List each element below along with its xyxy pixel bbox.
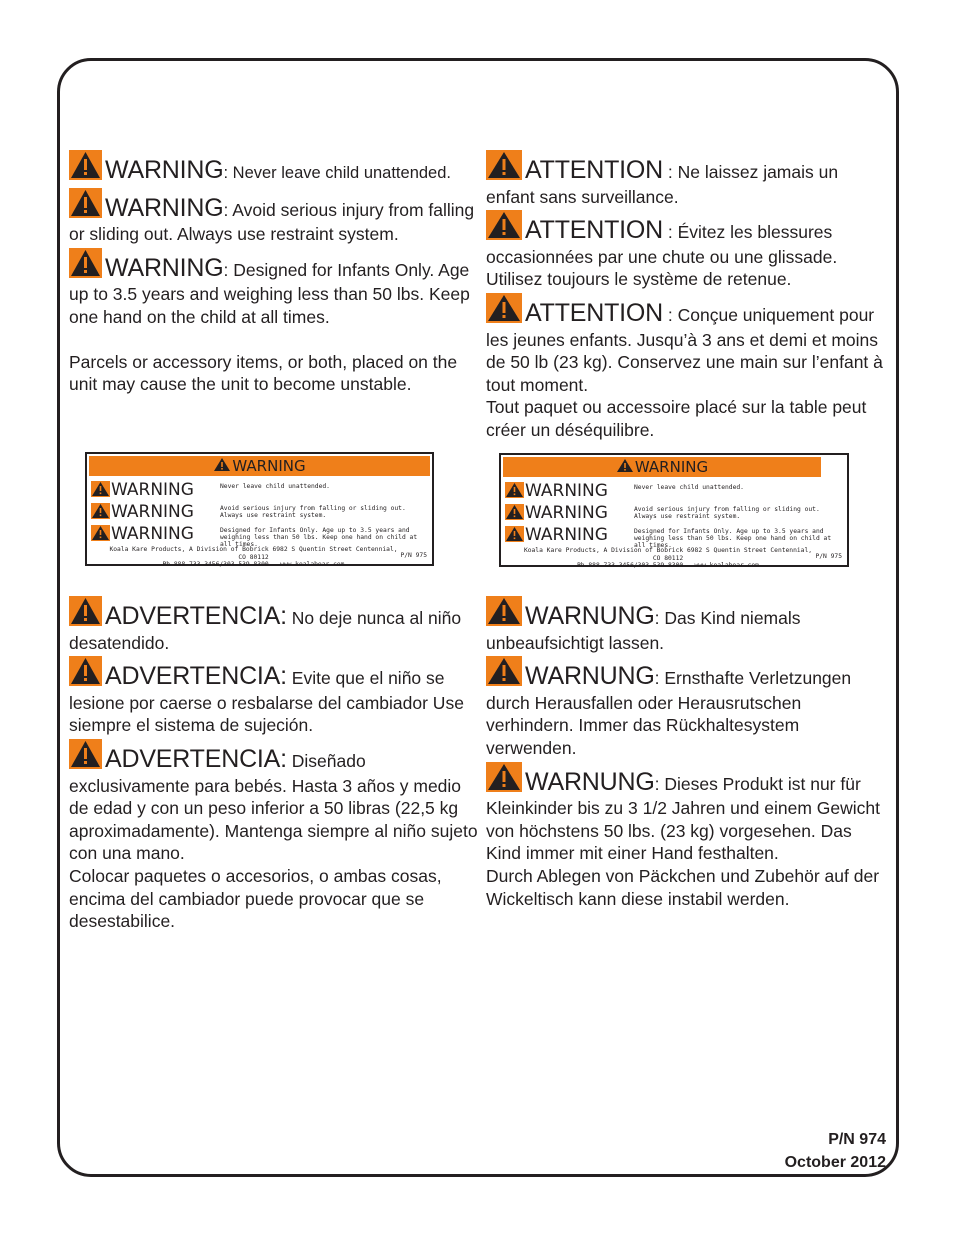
label-company-info — [105, 546, 402, 569]
stability-note: Durch Ablegen von Päckchen und Zubehör auf der Wickeltisch kann diese instabil werden. — [486, 865, 880, 909]
warning-entry — [69, 248, 479, 329]
label-company-info — [519, 547, 817, 570]
warning-triangle-icon — [69, 248, 102, 284]
english-section — [69, 150, 479, 396]
label-header-text: WARNING — [232, 457, 306, 475]
label-row — [91, 502, 428, 523]
warning-triangle-icon — [213, 457, 231, 477]
warning-label-sample — [85, 452, 434, 566]
label-row-heading: WARNING — [525, 481, 608, 501]
warning-heading: WARNUNG — [525, 662, 655, 691]
label-row-text: Designed for Infants Only. Age up to 3.5 years and weighing less than 50 lbs. Keep one hand on child at all times. — [220, 527, 418, 548]
label-phone: Ph 888-733-3456/303-539-8300 - www.koalabear.com — [162, 561, 345, 568]
warning-triangle-icon — [69, 656, 102, 692]
warning-entry — [486, 293, 886, 396]
label-phone: Ph 888-733-3456/303-539-8300 - www.koalabear.com — [577, 562, 759, 569]
label-row-text: Never leave child unattended. — [634, 484, 744, 491]
warning-triangle-icon — [69, 596, 102, 632]
warning-label-sample — [499, 453, 849, 567]
warning-heading: ATTENTION — [525, 216, 664, 245]
warning-heading: WARNUNG — [525, 602, 655, 630]
label-row — [505, 525, 843, 549]
label-row — [91, 524, 428, 548]
label-row-heading: WARNING — [111, 502, 194, 522]
warning-triangle-icon — [69, 188, 102, 224]
label-row-heading: WARNING — [525, 525, 608, 545]
warning-triangle-icon — [486, 762, 522, 798]
warning-triangle-icon — [486, 656, 522, 692]
stability-note: Parcels or accessory items, or both, placed on the unit may cause the unit to become unstable. — [69, 351, 458, 395]
label-row-heading: WARNING — [111, 524, 194, 544]
warning-heading: WARNING — [105, 193, 224, 222]
warning-heading: WARNING — [105, 253, 224, 282]
label-row-heading: WARNING — [111, 480, 194, 500]
label-row — [505, 503, 843, 524]
warning-triangle-icon — [505, 482, 524, 504]
warning-heading: ADVERTENCIA: — [105, 662, 287, 691]
warning-text: : Ne laissez jamais un enfant sans surveillance. — [486, 162, 839, 207]
warning-text: No deje nunca al niño desatendido. — [69, 608, 462, 653]
label-row-text: Designed for Infants Only. Age up to 3.5 years and weighing less than 50 lbs. Keep one hand on child at all times. — [634, 528, 832, 549]
warning-text: : Conçue uniquement pour les jeunes enfants. Jusqu’à 3 ans et demi et moins de 50 lb (23 kg). Conservez une main sur l’enfant à tout moment. — [486, 304, 883, 395]
warning-text: Evite que el niño se lesione por caerse o resbalarse del cambiador Use siempre el sistema de sujeción. — [69, 668, 464, 736]
warning-heading: ATTENTION — [525, 156, 664, 184]
warning-text: : Das Kind niemals unbeaufsichtigt lassen. — [486, 608, 801, 653]
spanish-section — [69, 596, 479, 933]
stability-note: Tout paquet ou accessoire placé sur la table peut créer un déséquilibre. — [486, 397, 867, 440]
german-section — [486, 596, 886, 910]
warning-entry — [69, 188, 479, 246]
document-footer — [785, 1128, 886, 1174]
label-row-text: Avoid serious injury from falling or sliding out. Always use restraint system. — [220, 505, 406, 519]
warning-text: Diseñado exclusivamente para bebés. Hasta 3 años y medio de edad y con un peso inferior a 50 libras (22,5 kg aproximadamente). Mantenga siempre al niño sujeto con una mano. — [69, 750, 478, 864]
warning-entry — [486, 762, 886, 865]
warning-entry — [486, 596, 886, 654]
part-number: P/N 974 — [828, 1131, 886, 1148]
label-company: Koala Kare Products, A Division of Bobrick 6982 S Quentin Street Centennial, CO 80112 — [109, 546, 398, 561]
warning-entry — [69, 656, 479, 737]
french-section — [486, 150, 886, 442]
warning-triangle-icon — [486, 293, 522, 329]
warning-triangle-icon — [91, 525, 110, 547]
label-header-text: WARNING — [634, 458, 709, 476]
warning-text: : Ernsthafte Verletzungen durch Herausfallen oder Herausrutschen verhindern. Immer das Rückhaltesystem verwenden. — [486, 668, 852, 758]
label-row-text: Never leave child unattended. — [220, 483, 330, 490]
warning-heading: ATTENTION — [525, 298, 664, 327]
label-part-number: P/N 975 — [815, 553, 842, 560]
label-header — [89, 456, 430, 476]
warning-triangle-icon — [486, 596, 522, 632]
warning-triangle-icon — [505, 504, 524, 526]
warning-text: : Avoid serious injury from falling or sliding out. Always use restraint system. — [69, 199, 475, 245]
warning-triangle-icon — [91, 503, 110, 525]
label-header — [503, 457, 821, 477]
warning-triangle-icon — [486, 150, 522, 186]
warning-text: : Designed for Infants Only. Age up to 3.5 years and weighing less than 50 lbs. Keep one hand on the child at all times. — [69, 259, 470, 327]
warning-text: : Évitez les blessures occasionnées par une chute ou une glissade. Utilisez toujours le système de retenue. — [486, 222, 838, 290]
label-row — [91, 480, 428, 501]
warning-triangle-icon — [505, 526, 524, 548]
warning-triangle-icon — [616, 458, 634, 478]
warning-entry — [486, 656, 886, 759]
warning-entry — [69, 150, 479, 186]
label-row-text: Avoid serious injury from falling or sliding out. Always use restraint system. — [634, 506, 820, 520]
warning-text: : Dieses Produkt ist nur für Kleinkinder bis zu 3 1/2 Jahren und einem Gewicht von höchstens 50 lbs. (23 kg) vorgesehen. Das Kind immer mit einer Hand festhalten. — [486, 773, 880, 864]
revision-date: October 2012 — [784, 1154, 886, 1171]
warning-heading: ADVERTENCIA: — [105, 602, 287, 630]
warning-entry — [69, 596, 479, 654]
warning-triangle-icon — [69, 150, 102, 186]
warning-entry — [69, 739, 479, 865]
warning-triangle-icon — [91, 481, 110, 503]
label-company: Koala Kare Products, A Division of Bobrick 6982 S Quentin Street Centennial, CO 80112 — [523, 547, 813, 562]
stability-note: Colocar paquetes o accesorios, o ambas cosas, encima del cambiador puede provocar que se desestabilice. — [69, 865, 442, 932]
warning-triangle-icon — [486, 210, 522, 246]
warning-entry — [486, 150, 886, 208]
warning-heading: ADVERTENCIA: — [105, 744, 287, 773]
warning-text: : Never leave child unattended. — [223, 164, 451, 182]
warning-entry — [486, 210, 886, 291]
warning-triangle-icon — [69, 739, 102, 775]
warning-heading: WARNUNG — [525, 767, 655, 796]
warning-heading: WARNING — [105, 156, 224, 184]
label-row — [505, 481, 843, 502]
label-part-number: P/N 975 — [400, 552, 427, 559]
label-row-heading: WARNING — [525, 503, 608, 523]
